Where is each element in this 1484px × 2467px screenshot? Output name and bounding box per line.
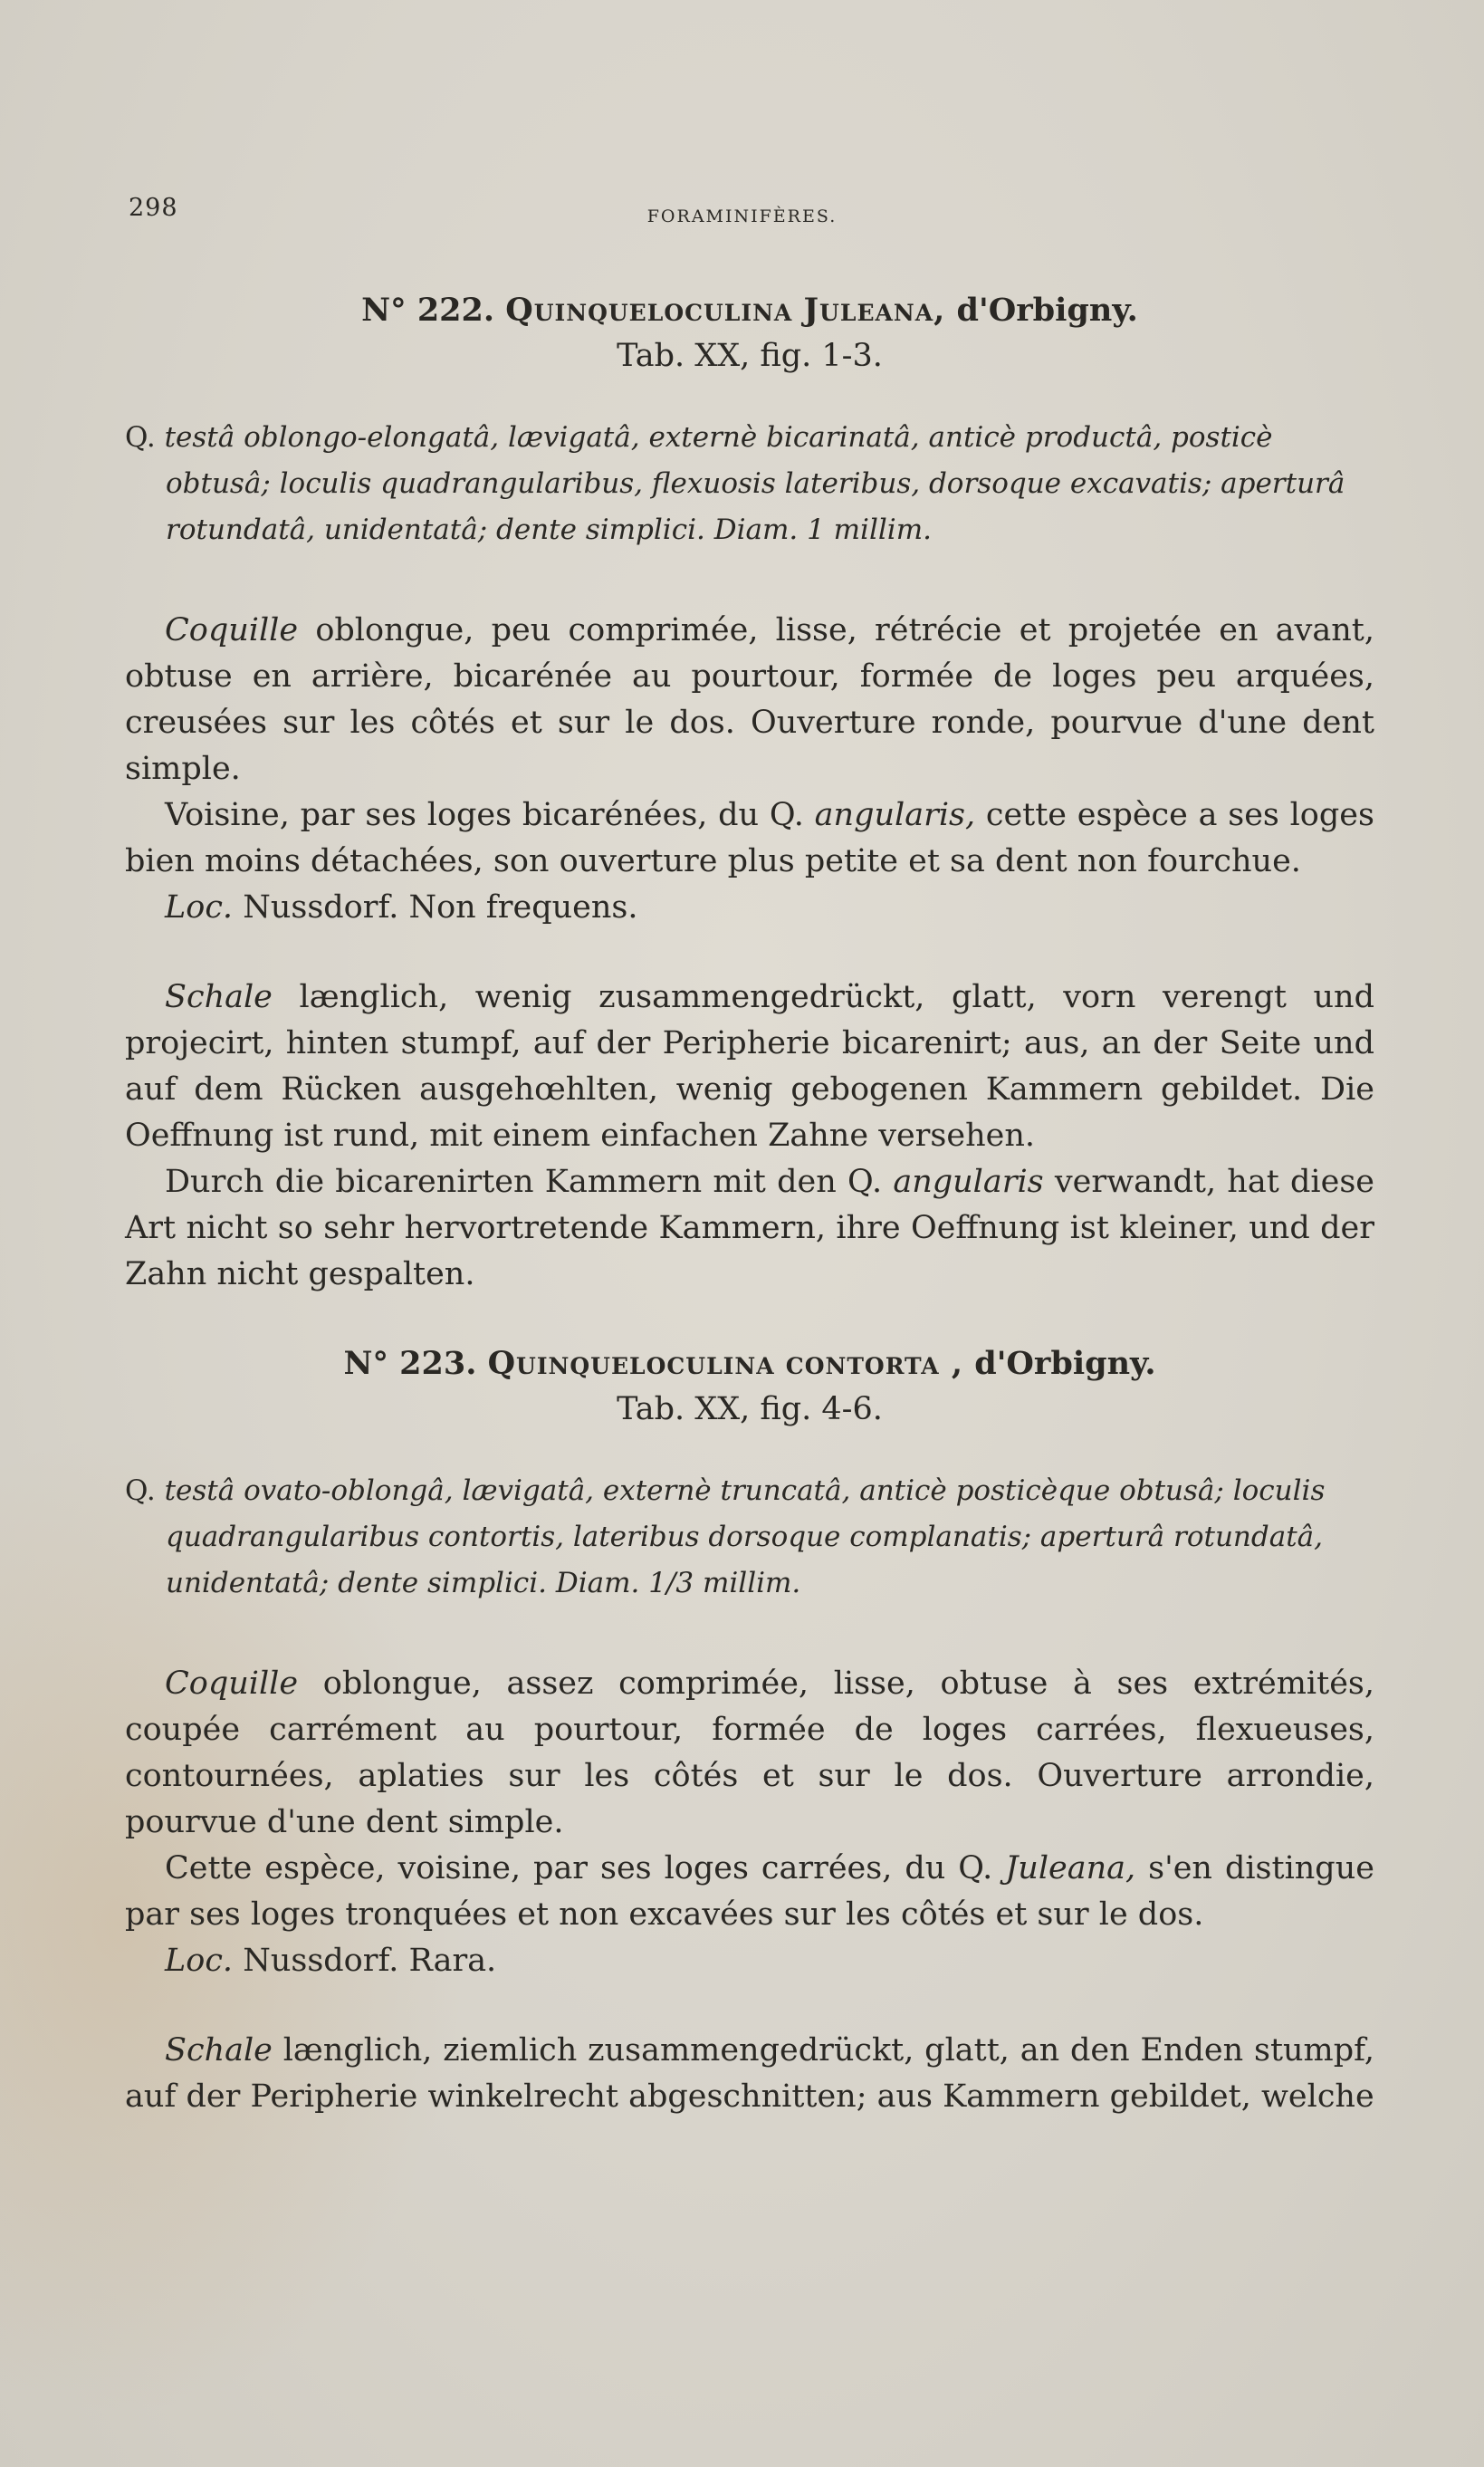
locality-label: Loc. — [165, 889, 234, 926]
german-lead: Schale — [165, 2032, 273, 2069]
page-content — [125, 288, 1374, 2120]
species-entry-223 — [125, 1341, 1374, 2120]
species-number: N° 222. — [361, 292, 495, 329]
german-description — [125, 2028, 1374, 2120]
comparison-text-a: Cette espèce, voisine, par ses loges carrées, du Q. — [165, 1850, 993, 1886]
species-genus: Quinqueloculina — [505, 292, 793, 329]
comparison-species: Juleana, — [1005, 1850, 1136, 1886]
running-title: FORAMINIFÈRES. — [646, 206, 838, 226]
page-header — [129, 190, 1355, 226]
species-number: N° 223. — [343, 1345, 477, 1382]
comparison-species: angularis — [893, 1164, 1044, 1200]
comparison-text-b: verwandt, hat diese Art nicht so sehr hervortretende Kammern, ihre Oeffnung ist kleiner, und der Zahn nicht gespalten. — [125, 1164, 1375, 1292]
latin-diagnosis — [125, 415, 1374, 553]
german-text: længlich, ziemlich zusammengedrückt, glatt, an den Enden stumpf, auf der Peripherie winkelrecht abgeschnitten; aus Kammern gebildet, welche — [125, 2032, 1374, 2115]
french-description — [125, 1661, 1374, 1846]
diagnosis-lead: Q. — [125, 421, 156, 454]
species-author: d'Orbigny. — [956, 292, 1138, 329]
species-heading — [125, 1341, 1374, 1387]
comparison-species: angularis, — [814, 797, 976, 833]
locality-text: Nussdorf. Non frequens. — [243, 889, 638, 926]
french-lead: Coquille — [165, 1665, 299, 1702]
diagnosis-lead: Q. — [125, 1474, 156, 1507]
german-text: længlich, wenig zusammengedrückt, glatt, vorn verengt und projecirt, hinten stumpf, auf der Peripherie bicarenirt; aus, an der Seite und auf dem Rücken ausgehœhlten, wenig gebogenen Kammern gebildet. Die Oeffnung ist rund, mit einem einfachen Zahne versehen. — [125, 979, 1374, 1154]
plate-reference: Tab. XX, fig. 1-3. — [617, 338, 883, 374]
species-author: d'Orbigny. — [974, 1345, 1156, 1382]
species-heading — [125, 288, 1374, 333]
french-description — [125, 608, 1374, 792]
german-comparison — [125, 1159, 1374, 1298]
french-text: oblongue, peu comprimée, lisse, rétrécie et projetée en avant, obtuse en arrière, bicarénée au pourtour, formée de loges peu arquées, creusées sur les côtés et sur le dos. Ouverture ronde, pourvue d'une dent simple. — [125, 612, 1374, 787]
diagnosis-text: testâ oblongo-elongatâ, lævigatâ, externè bicarinatâ, anticè productâ, posticè obtusâ; loculis quadrangularibus, flexuosis lateribus, dorsoque excavatis; aperturâ rotundatâ, unidentatâ; dente simplici. Diam. 1 millim. — [164, 421, 1345, 546]
german-lead: Schale — [165, 979, 273, 1015]
species-name: contorta , — [785, 1345, 964, 1382]
locality — [125, 1938, 1374, 1984]
page-number: 298 — [129, 194, 178, 222]
species-entry-222 — [125, 288, 1374, 1298]
french-text: oblongue, assez comprimée, lisse, obtuse à ses extrémités, coupée carrément au pourtour, formée de loges carrées, flexueuses, contournées, aplaties sur les côtés et sur le dos. Ouverture arrondie, pourvue d'une dent simple. — [125, 1665, 1374, 1840]
comparison-text-a: Durch die bicarenirten Kammern mit den Q. — [165, 1164, 883, 1200]
species-genus: Quinqueloculina — [487, 1345, 775, 1382]
locality — [125, 885, 1374, 931]
french-comparison — [125, 1846, 1374, 1938]
french-comparison — [125, 792, 1374, 885]
comparison-text-b: s'en distingue par ses loges tronquées et non excavées sur les côtés et sur le dos. — [125, 1850, 1374, 1933]
locality-label: Loc. — [165, 1943, 234, 1979]
locality-text: Nussdorf. Rara. — [243, 1943, 497, 1979]
diagnosis-text: testâ ovato-oblongâ, lævigatâ, externè truncatâ, anticè posticèque obtusâ; loculis quadrangularibus contortis, lateribus dorsoque complanatis; aperturâ rotundatâ, unidentatâ; dente simplici. Diam. 1/3 millim. — [164, 1474, 1326, 1599]
french-lead: Coquille — [165, 612, 299, 648]
latin-diagnosis — [125, 1468, 1374, 1607]
comparison-text-a: Voisine, par ses loges bicarénées, du Q. — [165, 797, 804, 833]
plate-reference: Tab. XX, fig. 4-6. — [617, 1391, 883, 1427]
german-description — [125, 974, 1374, 1159]
species-name: Juleana, — [803, 292, 946, 329]
comparison-text-b: cette espèce a ses loges bien moins détachées, son ouverture plus petite et sa dent non fourchue. — [125, 797, 1374, 879]
